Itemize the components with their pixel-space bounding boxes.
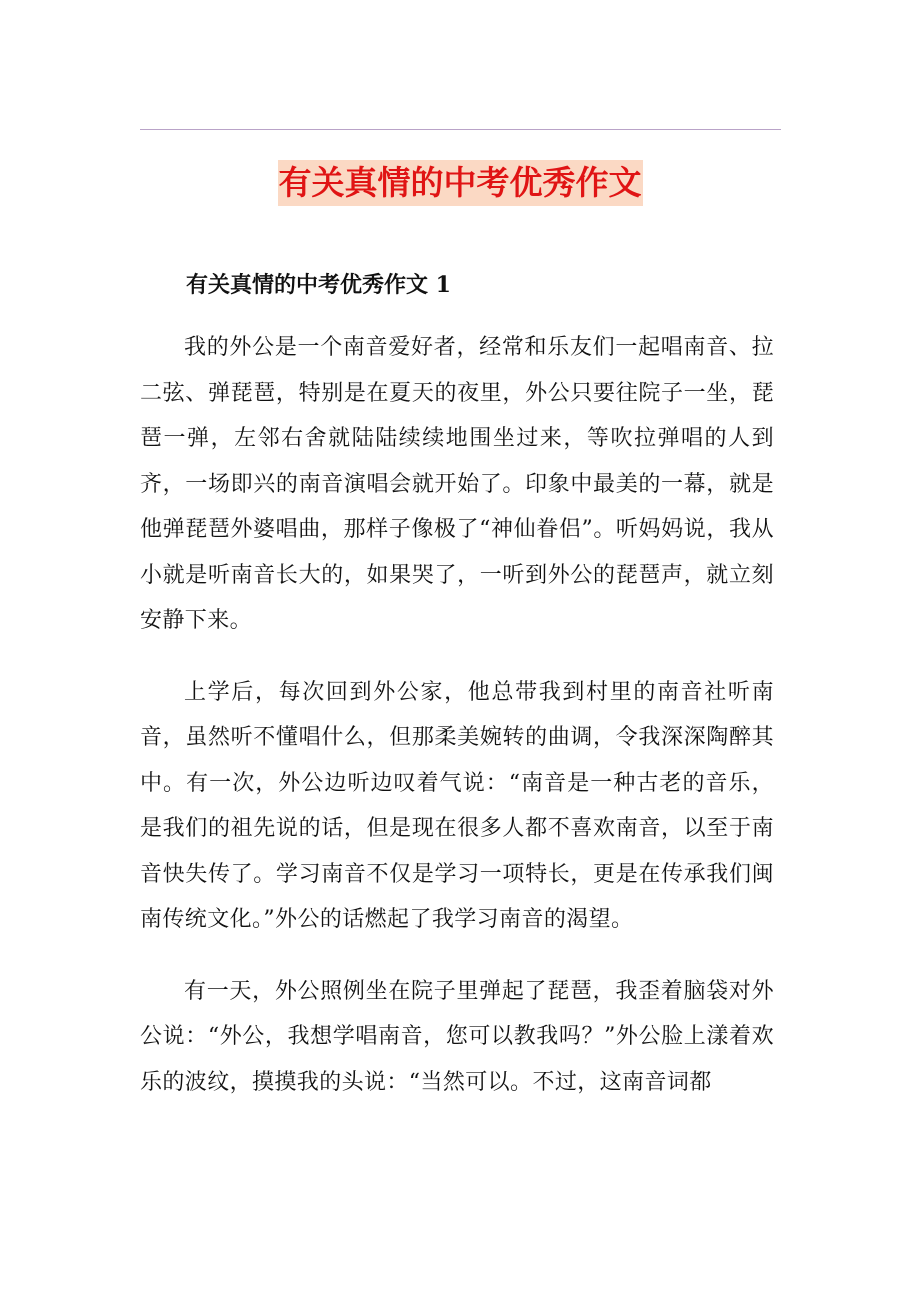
paragraph: 上学后，每次回到外公家，他总带我到村里的南音社听南音，虽然听不懂唱什么，但那柔美婉转的曲调，令我深深陶醉其中。有一次，外公边听边叹着气说：“南音是一种古老的音乐，是我们的祖先说的话，但是现在很多人都不喜欢南音，以至于南音快失传了。学习南音不仅是学习一项特长，更是在传承我们闽南传统文化。”外公的话燃起了我学习南音的渴望。 [140, 679, 774, 932]
document-title: 有关真情的中考优秀作文 [278, 160, 643, 206]
section-heading: 有关真情的中考优秀作文 1 [186, 272, 451, 298]
paragraph: 我的外公是一个南音爱好者，经常和乐友们一起唱南音、拉二弦、弹琵琶，特别是在夏天的夜里，外公只要往院子一坐，琵琶一弹，左邻右舍就陆陆续续地围坐过来，等吹拉弹唱的人到齐，一场即兴的南音演唱会就开始了。印象中最美的一幕，就是他弹琵琶外婆唱曲，那样子像极了“神仙眷侣”。听妈妈说，我从小就是听南音长大的，如果哭了，一听到外公的琵琶声，就立刻安静下来。 [140, 335, 774, 633]
paragraph: 有一天，外公照例坐在院子里弹起了琵琶，我歪着脑袋对外公说：“外公，我想学唱南音，您可以教我吗？”外公脸上漾着欢乐的波纹，摸摸我的头说：“当然可以。不过，这南音词都 [140, 978, 774, 1095]
title-container [0, 160, 920, 206]
document-body [140, 270, 774, 1131]
header-divider [140, 129, 781, 130]
